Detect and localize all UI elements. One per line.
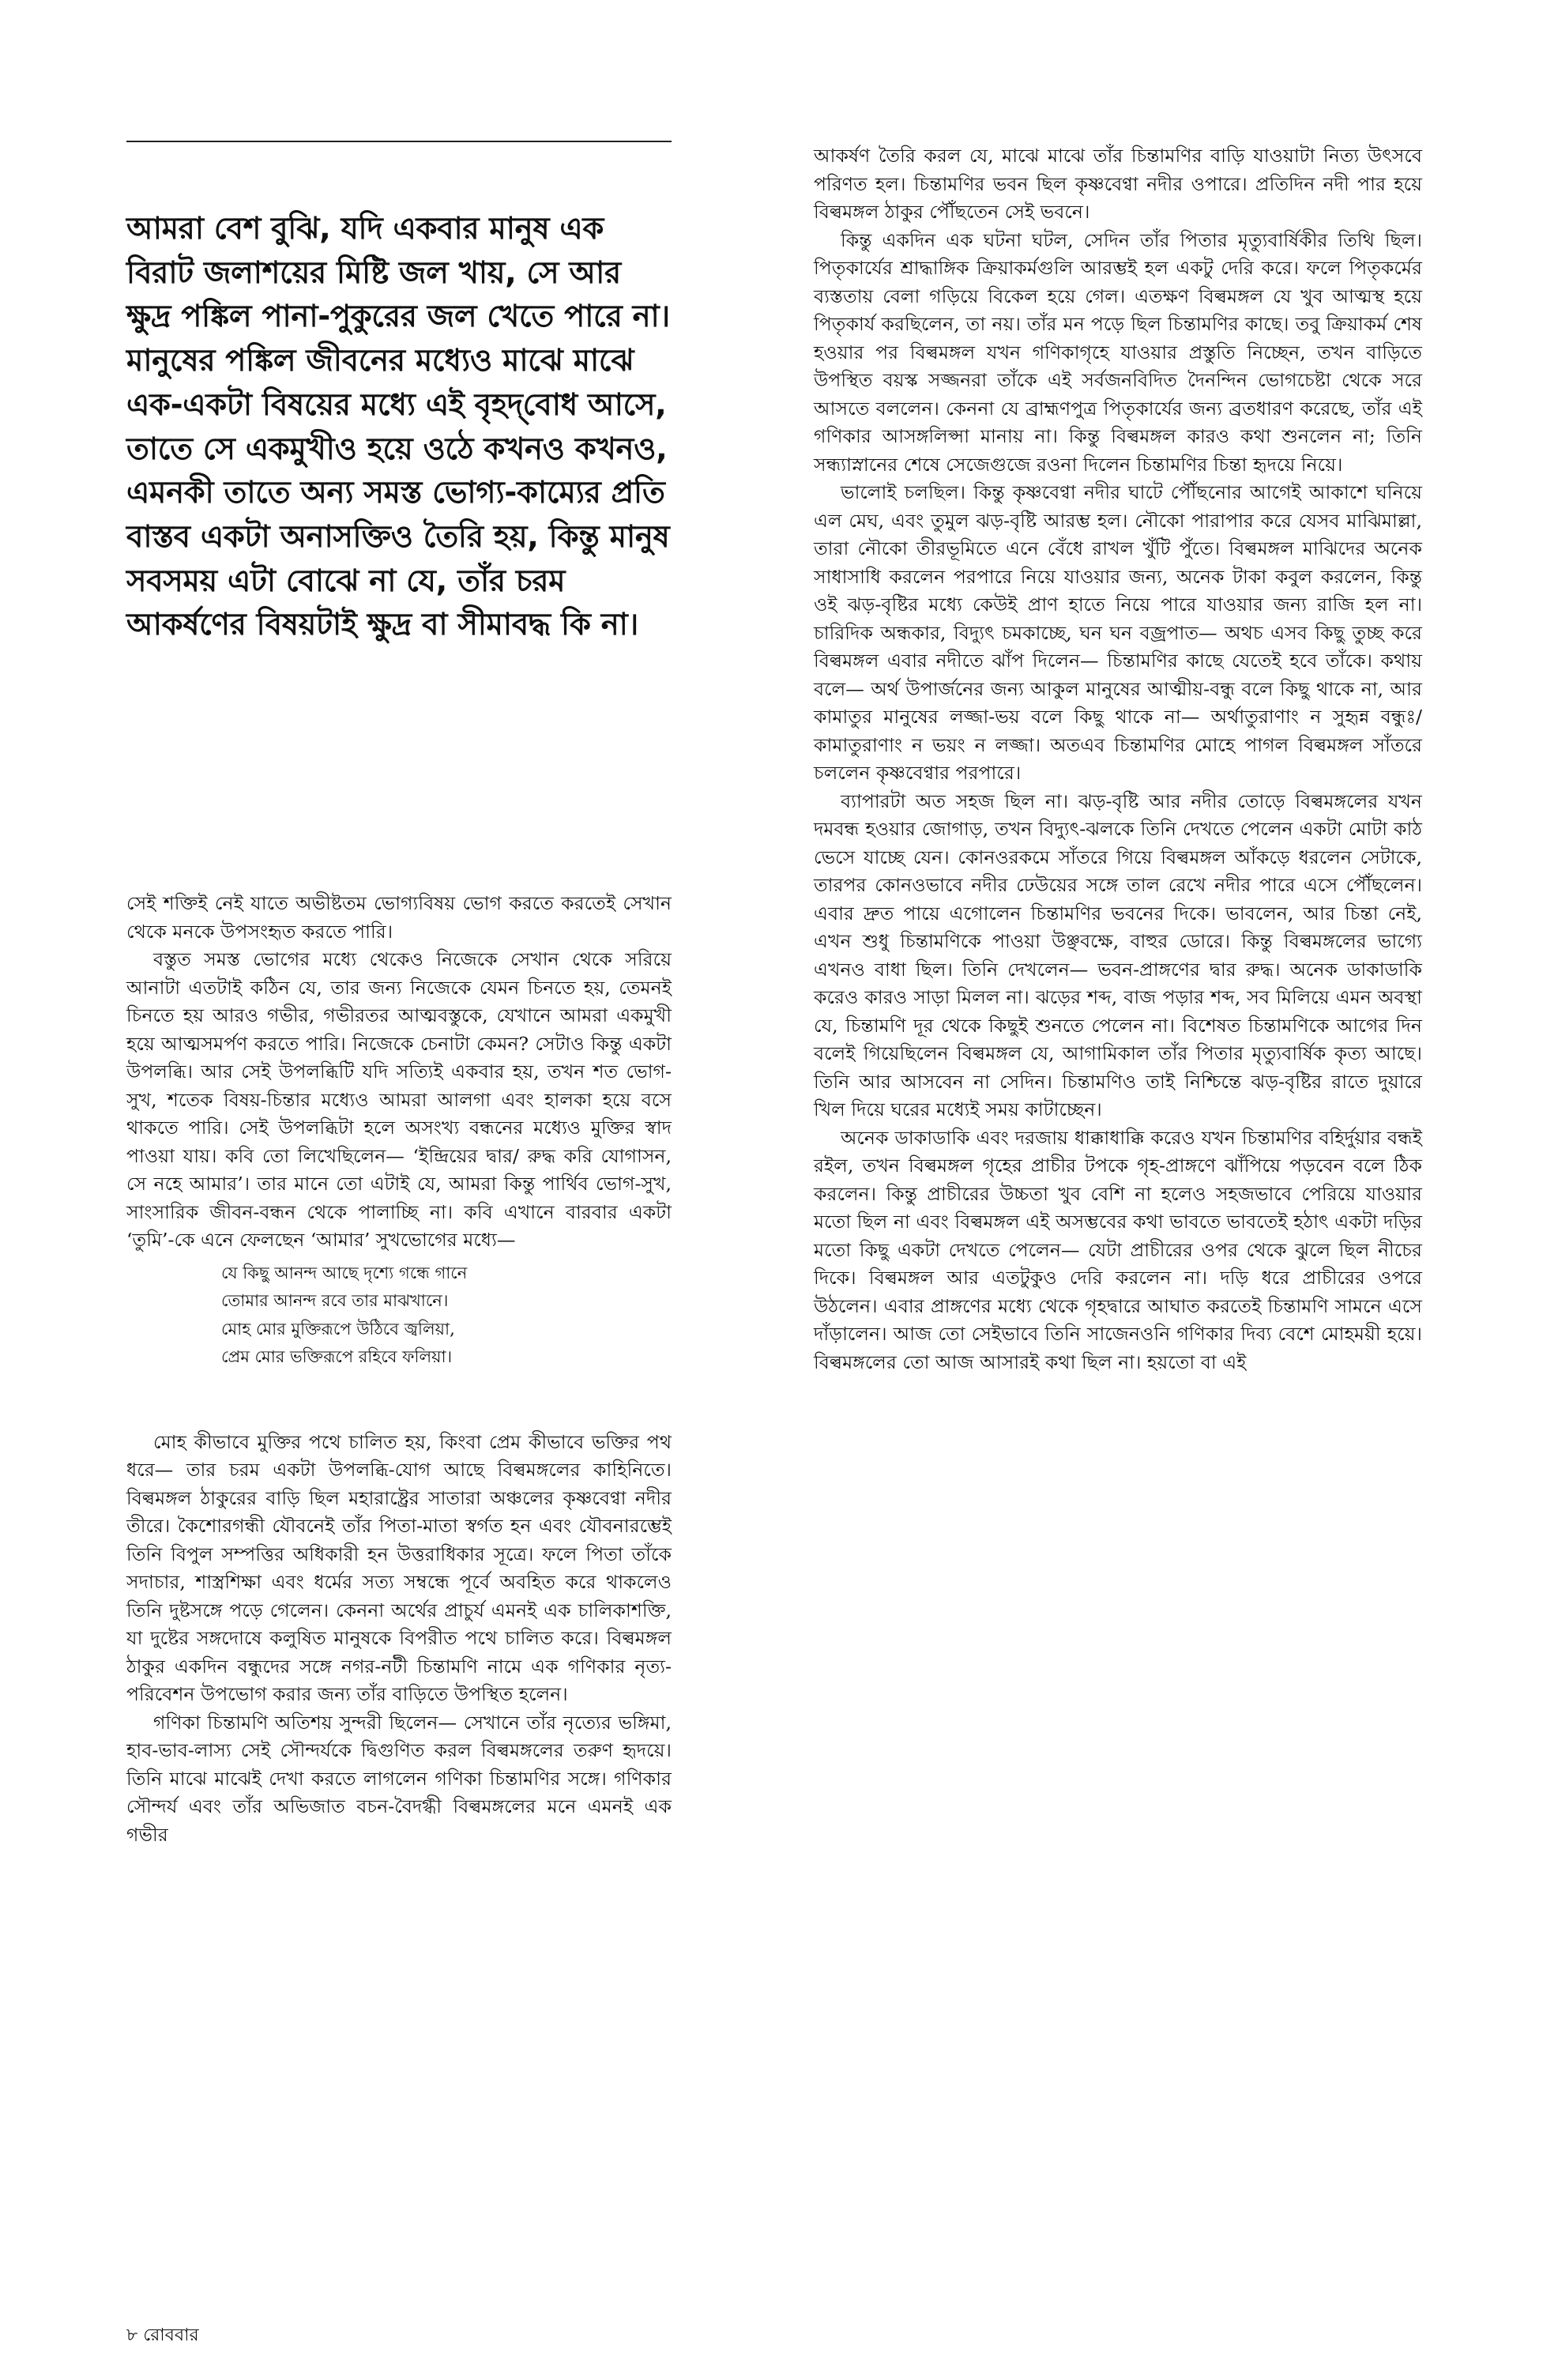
- paragraph: ভালোই চলছিল। কিন্তু কৃষ্ণবেণ্বা নদীর ঘাটে পৌঁছনোর আগেই আকাশে ঘনিয়ে এল মেঘ, এবং তুমুল ঝড়-বৃষ্টি আরম্ভ হল। নৌকো পারাপার করে যেসব মাঝিমাল্লা, তারা নৌকো তীরভূমিতে এনে বেঁধে রাখল খুঁটি পুঁতে। বিল্বমঙ্গল মাঝিদের অনেক সাধাসাধি করলেন পরপারে নিয়ে যাওয়ার জন্য, অনেক টাকা কবুল করলেন, কিন্তু ওই ঝড়-বৃষ্টির মধ্যে কেউই প্রাণ হাতে নিয়ে পারে যাওয়ার জন্য রাজি হল না। চারিদিক অন্ধকার, বিদ্যুৎ চমকাচ্ছে, ঘন ঘন বজ্রপাত— অথচ এসব কিছু তুচ্ছ করে বিল্বমঙ্গল এবার নদীতে ঝাঁপ দিলেন— চিন্তামণির কাছে যেতেই হবে তাঁকে। কথায় বলে— অর্থ উপার্জনের জন্য আকুল মানুষের আত্মীয়-বন্ধু বলে কিছু থাকে না, আর কামাতুর মানুষের লজ্জা-ভয় বলে কিছু থাকে না— অর্থাতুরাণাং ন সুহৃন্ন বন্ধুঃ/ কামাতুরাণাং ন ভয়ং ন লজ্জা। অতএব চিন্তামণির মোহে পাগল বিল্বমঙ্গল সাঁতরে চললেন কৃষ্ণবেণ্বার পরপারে।: [814, 481, 1422, 784]
- paragraph: গণিকা চিন্তামণি অতিশয় সুন্দরী ছিলেন— সেখানে তাঁর নৃত্যের ভঙ্গিমা, হাব-ভাব-লাস্য সেই সৌন্দর্যকে দ্বিগুণিত করল বিল্বমঙ্গলের তরুণ হৃদয়ে। তিনি মাঝে মাঝেই দেখা করতে লাগলেন গণিকা চিন্তামণির সঙ্গে। গণিকার সৌন্দর্য এবং তাঁর অভিজাত বচন-বৈদগ্ধী বিল্বমঙ্গলের মনে এমনই এক গভীর: [126, 1711, 672, 1846]
- paragraph: অনেক ডাকাডাকি এবং দরজায় ধাক্কাধাক্কি করেও যখন চিন্তামণির বহির্দুয়ার বন্ধই রইল, তখন বিল্বমঙ্গল গৃহের প্রাচীর টপকে গৃহ-প্রাঙ্গণে ঝাঁপিয়ে পড়বেন বলে ঠিক করলেন। কিন্তু প্রাচীরের উচ্চতা খুব বেশি না হলেও সহজভাবে পেরিয়ে যাওয়ার মতো ছিল না এবং বিল্বমঙ্গল এই অসম্ভবের কথা ভাবতে ভাবতেই হঠাৎ একটা দড়ির মতো কিছু একটা দেখতে পেলেন— যেটা প্রাচীরের ওপর থেকে ঝুলে ছিল নীচের দিকে। বিল্বমঙ্গল আর এতটুকুও দেরি করলেন না। দড়ি ধরে প্রাচীরের ওপরে উঠলেন। এবার প্রাঙ্গণের মধ্যে থেকে গৃহদ্বারে আঘাত করতেই চিন্তামণি সামনে এসে দাঁড়ালেন। আজ তো সেইভাবে তিনি সাজেনওনি গণিকার দিব্য বেশে মোহময়ী হয়ে। বিল্বমঙ্গলের তো আজ আসারই কথা ছিল না। হয়তো বা এই: [814, 1126, 1422, 1373]
- paragraph: কিন্তু একদিন এক ঘটনা ঘটল, সেদিন তাঁর পিতার মৃত্যুবার্ষিকীর তিথি ছিল। পিতৃকার্যের শ্রাদ্ধাঙ্গিক ক্রিয়াকর্মগুলি আরম্ভই হল একটু দেরি করে। ফলে পিতৃকর্মের ব্যস্ততায় বেলা গড়িয়ে বিকেল হয়ে গেল। এতক্ষণ বিল্বমঙ্গল যে খুব আত্মস্থ হয়ে পিতৃকার্য করছিলেন, তা নয়। তাঁর মন পড়ে ছিল চিন্তামণির কাছে। তবু ক্রিয়াকর্ম শেষ হওয়ার পর বিল্বমঙ্গল যখন গণিকাগৃহে যাওয়ার প্রস্তুতি নিচ্ছেন, তখন বাড়িতে উপস্থিত বয়স্ক সজ্জনরা তাঁকে এই সর্বজনবিদিত দৈনন্দিন ভোগচেষ্টা থেকে সরে আসতে বললেন। কেননা যে ব্রাহ্মণপুত্র পিতৃকার্যের জন্য ব্রতধারণ করেছে, তাঁর এই গণিকার আসঙ্গলিপ্সা মানায় না। কিন্তু বিল্বমঙ্গল কারও কথা শুনলেন না; তিনি সন্ধ্যাস্নানের শেষে সেজেগুজে রওনা দিলেন চিন্তামণির চিন্তা হৃদয়ে নিয়ে।: [814, 228, 1422, 476]
- poem-line: মোহ মোর মুক্তিরূপে উঠিবে জ্বলিয়া,: [221, 1319, 455, 1339]
- poem-quote: [221, 1260, 672, 1372]
- poem-line: যে কিছু আনন্দ আছে দৃশ্যে গন্ধে গানে: [221, 1263, 468, 1282]
- pull-quote: আমরা বেশ বুঝি, যদি একবার মানুষ এক বিরাট জলাশয়ের মিষ্টি জল খায়, সে আর ক্ষুদ্র পঙ্কিল পানা-পুকুরের জল খেতে পারে না। মানুষের পঙ্কিল জীবনের মধ্যেও মাঝে মাঝে এক-একটা বিষয়ের মধ্যে এই বৃহদ্‌বোধ আসে, তাতে সে একমুখীও হয়ে ওঠে কখনও কখনও, এমনকী তাতে অন্য সমস্ত ভোগ্য-কাম্যের প্রতি বাস্তব একটা অনাসক্তিও তৈরি হয়, কিন্তু মানুষ সবসময় এটা বোঝে না যে, তাঁর চরম আকর্ষণের বিষয়টাই ক্ষুদ্র বা সীমাবদ্ধ কি না।: [126, 211, 670, 643]
- paragraph: বস্তুত সমস্ত ভোগের মধ্যে থেকেও নিজেকে সেখান থেকে সরিয়ে আনাটা এতটাই কঠিন যে, তার জন্য নিজেকে যেমন চিনতে হয়, তেমনই চিনতে হয় আরও গভীর, গভীরতর আত্মবস্তুকে, যেখানে আমরা একমুখী হয়ে আত্মসমর্পণ করতে পারি। নিজেকে চেনাটা কেমন? সেটাও কিন্তু একটা উপলব্ধি। আর সেই উপলব্ধিটি যদি সত্যিই একবার হয়, তখন শত ভোগ-সুখ, শতেক বিষয়-চিন্তার মধ্যেও আমরা আলগা এবং হালকা হয়ে বসে থাকতে পারি। সেই উপলব্ধিটা হলে অসংখ্য বন্ধনের মধ্যেও মুক্তির স্বাদ পাওয়া যায়। কবি তো লিখেছিলেন— ‘ইন্দ্রিয়ের দ্বার/ রুদ্ধ করি যোগাসন, সে নহে আমার’। তার মানে তো এটাই যে, আমরা কিন্তু পার্থিব ভোগ-সুখ, সাংসারিক জীবন-বন্ধন থেকে পালাচ্ছি না। কবি এখানে বারবার একটা ‘তুমি’-কে এনে ফেলছেন ‘আমার’ সুখভোগের মধ্যে—: [126, 948, 672, 1251]
- paragraph: মোহ কীভাবে মুক্তির পথে চালিত হয়, কিংবা প্রেম কীভাবে ভক্তির পথ ধরে— তার চরম একটা উপলব্ধি-যোগ আছে বিল্বমঙ্গলের কাহিনিতে। বিল্বমঙ্গল ঠাকুরের বাড়ি ছিল মহারাষ্ট্রের সাতারা অঞ্চলের কৃষ্ণবেণ্বা নদীর তীরে। কৈশোরগন্ধী যৌবনেই তাঁর পিতা-মাতা স্বর্গত হন এবং যৌবনারম্ভেই তিনি বিপুল সম্পত্তির অধিকারী হন উত্তরাধিকার সূত্রে। ফলে পিতা তাঁকে সদাচার, শাস্ত্রশিক্ষা এবং ধর্মের সত্য সম্বন্ধে পূর্বে অবহিত করে থাকলেও তিনি দুষ্টসঙ্গে পড়ে গেলেন। কেননা অর্থের প্রাচুর্য এমনই এক চালিকাশক্তি, যা দুষ্টের সঙ্গদোষে কলুষিত মানুষকে বিপরীত পথে চালিত করে। বিল্বমঙ্গল ঠাকুর একদিন বন্ধুদের সঙ্গে নগর-নটী চিন্তামণি নামে এক গণিকার নৃত্য-পরিবেশন উপভোগ করার জন্য তাঁর বাড়িতে উপস্থিত হলেন।: [126, 1430, 672, 1705]
- paragraph: আকর্ষণ তৈরি করল যে, মাঝে মাঝে তাঁর চিন্তামণির বাড়ি যাওয়াটা নিত্য উৎসবে পরিণত হল। চিন্তামণির ভবন ছিল কৃষ্ণবেণ্বা নদীর ওপারে। প্রতিদিন নদী পার হয়ে বিল্বমঙ্গল ঠাকুর পৌঁছতেন সেই ভবনে।: [814, 145, 1422, 223]
- right-column: [814, 142, 1422, 1376]
- poem-line: তোমার আনন্দ রবে তার মাঝখানে।: [221, 1291, 449, 1310]
- paragraph: ব্যাপারটা অত সহজ ছিল না। ঝড়-বৃষ্টি আর নদীর তোড়ে বিল্বমঙ্গলের যখন দমবন্ধ হওয়ার জোগাড়, তখন বিদ্যুৎ-ঝলকে তিনি দেখতে পেলেন একটা মোটা কাঠ ভেসে যাচ্ছে যেন। কোনওরকমে সাঁতরে গিয়ে বিল্বমঙ্গল আঁকড়ে ধরলেন সেটাকে, তারপর কোনওভাবে নদীর ঢেউয়ের সঙ্গে তাল রেখে নদীর পারে এসে পৌঁছলেন। এবার দ্রুত পায়ে এগোলেন চিন্তামণির ভবনের দিকে। ভাবলেন, আর চিন্তা নেই, এখন শুধু চিন্তামণিকে পাওয়া উঞ্ছবক্ষে, বাহুর ডোরে। কিন্তু বিল্বমঙ্গলের ভাগ্যে এখনও বাধা ছিল। তিনি দেখলেন— ভবন-প্রাঙ্গণের দ্বার রুদ্ধ। অনেক ডাকাডাকি করেও কারও সাড়া মিলল না। ঝড়ের শব্দ, বাজ পড়ার শব্দ, সব মিলিয়ে এমন অবস্থা যে, চিন্তামণি দূর থেকে কিছুই শুনতে পেলেন না। বিশেষত চিন্তামণিকে আগের দিন বলেই গিয়েছিলেন বিল্বমঙ্গল যে, আগামিকাল তাঁর পিতার মৃত্যুবার্ষিক কৃত্য আছে। তিনি আর আসবেন না সেদিন। চিন্তামণিও তাই নিশ্চিন্তে ঝড়-বৃষ্টির রাতে দুয়ারে খিল দিয়ে ঘরের মধ্যেই সময় কাটাচ্ছেন।: [814, 789, 1422, 1120]
- poem-line: প্রেম মোর ভক্তিরূপে রহিবে ফলিয়া।: [221, 1347, 453, 1366]
- top-rule: [126, 141, 672, 142]
- paragraph: সেই শক্তিই নেই যাতে অভীষ্টতম ভোগ্যবিষয় ভোগ করতে করতেই সেখান থেকে মনকে উপসংহৃত করতে পারি।: [126, 892, 672, 943]
- page-folio: ৮ রোববার: [126, 2325, 199, 2345]
- left-column: [126, 890, 672, 1849]
